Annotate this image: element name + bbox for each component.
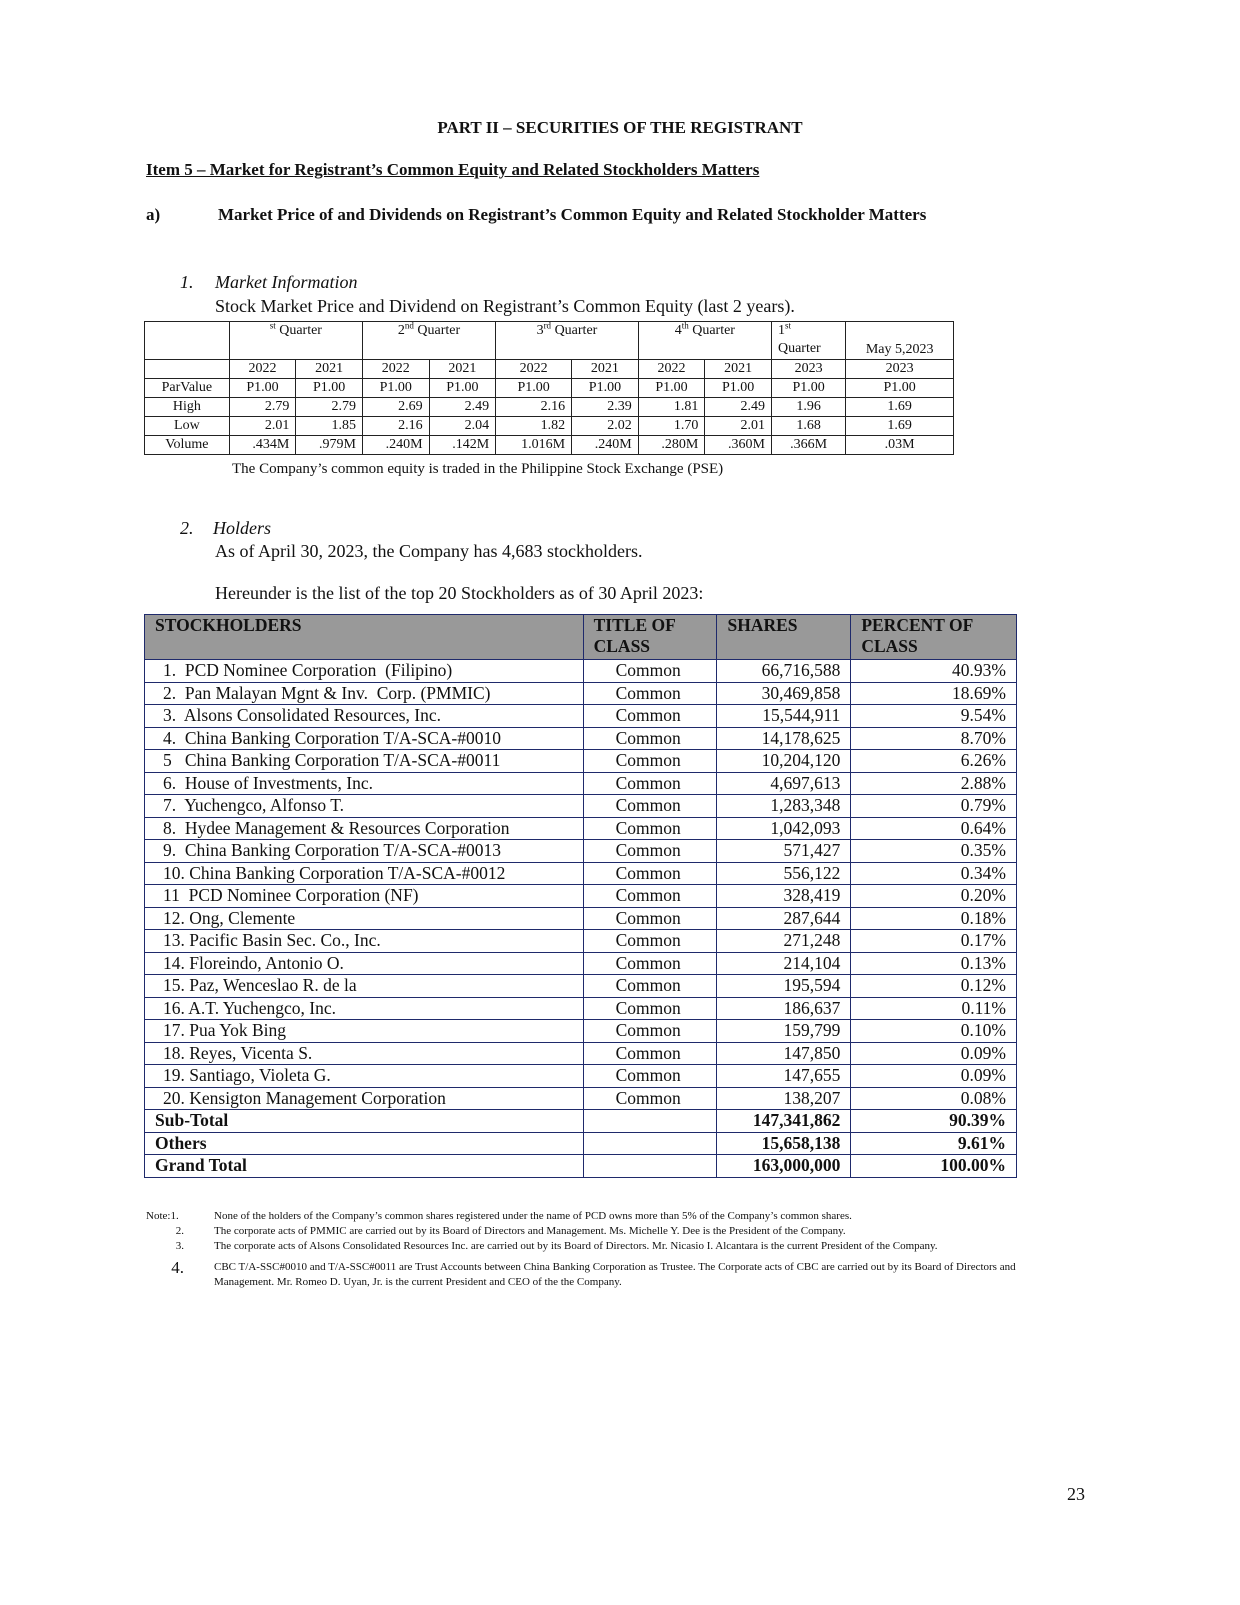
market-value-cell: 2.04 [429,417,496,436]
stockholder-name: 18. Reyes, Vicenta S. [145,1042,584,1065]
footnote-label: 3. [175,1240,184,1252]
market-value-cell: .366M [771,436,845,455]
stockholder-class: Common [583,727,717,750]
footnote-label: 4. [171,1258,184,1277]
stockholder-class: Common [583,975,717,998]
stockholder-name: 15. Paz, Wenceslao R. de la [145,975,584,998]
stockholder-name: 3. Alsons Consolidated Resources, Inc. [145,705,584,728]
stockholder-name: 10. China Banking Corporation T/A-SCA-#0012 [145,862,584,885]
stockholder-class: Common [583,795,717,818]
market-value-cell: 2.49 [705,398,772,417]
stockholder-percent: 18.69% [851,682,1017,705]
stockholder-shares: 159,799 [717,1020,851,1043]
holders-header-row [145,615,1017,660]
stockholder-class: Common [583,840,717,863]
market-value-cell: P1.00 [705,379,772,398]
stockholder-percent: 0.09% [851,1065,1017,1088]
market-value-cell: P1.00 [296,379,363,398]
stockholder-class: Common [583,1065,717,1088]
market-value-cell: 2.79 [296,398,363,417]
stockholder-name: 2. Pan Malayan Mgnt & Inv. Corp. (PMMIC) [145,682,584,705]
stockholder-name: 19. Santiago, Violeta G. [145,1065,584,1088]
market-value-cell: .979M [296,436,363,455]
market-year-cell: 2022 [229,360,296,379]
stockholder-class: Common [583,682,717,705]
market-year-cell: 2022 [638,360,705,379]
market-header-q1: $^{st}$ Quarter [229,322,362,360]
holders-section-number: 2. [180,518,194,538]
stockholder-percent: 0.12% [851,975,1017,998]
market-header-q2: 2nd Quarter [362,322,495,360]
total-shares: 15,658,138 [717,1132,851,1155]
market-header-empty [145,322,230,360]
stockholder-name: 9. China Banking Corporation T/A-SCA-#0013 [145,840,584,863]
market-year-cell: 2023 [846,360,954,379]
stockholder-percent: 0.18% [851,907,1017,930]
stockholder-percent: 0.79% [851,795,1017,818]
market-year-empty [145,360,230,379]
total-percent: 90.39% [851,1110,1017,1133]
subsection-label: a) [146,205,161,224]
stockholder-name: 17. Pua Yok Bing [145,1020,584,1043]
total-row [145,1132,1017,1155]
stockholder-class: Common [583,862,717,885]
stockholder-shares: 138,207 [717,1087,851,1110]
market-value-cell: .240M [362,436,429,455]
market-row-label: Low [145,417,230,436]
market-value-cell: P1.00 [429,379,496,398]
market-year-cell: 2023 [771,360,845,379]
stockholder-percent: 0.11% [851,997,1017,1020]
stockholder-name: 8. Hydee Management & Resources Corporation [145,817,584,840]
market-header-may: May 5,2023 [846,322,954,360]
market-value-cell: P1.00 [771,379,845,398]
footnote-label: Note:1. [146,1210,179,1222]
market-year-cell: 2021 [572,360,639,379]
stockholder-shares: 287,644 [717,907,851,930]
stockholder-name: 16. A.T. Yuchengco, Inc. [145,997,584,1020]
stockholder-row [145,997,1017,1020]
stockholder-shares: 186,637 [717,997,851,1020]
stockholder-percent: 0.35% [851,840,1017,863]
stockholder-class: Common [583,907,717,930]
total-label: Others [145,1132,584,1155]
stockholder-class: Common [583,750,717,773]
stockholder-percent: 8.70% [851,727,1017,750]
stockholder-percent: 40.93% [851,660,1017,683]
stockholder-name: 7. Yuchengco, Alfonso T. [145,795,584,818]
holders-section-title: Holders [213,518,271,538]
holders-list-intro: Hereunder is the list of the top 20 Stockholders as of 30 April 2023: [215,583,704,603]
stockholder-row [145,907,1017,930]
stockholder-shares: 4,697,613 [717,772,851,795]
market-header-q1-2023: 1st Quarter [771,322,845,360]
market-quarter-header-row [145,322,954,360]
stockholder-class: Common [583,660,717,683]
stockholder-shares: 14,178,625 [717,727,851,750]
header-shares: SHARES [717,615,851,660]
market-value-cell: 1.016M [496,436,572,455]
stockholder-shares: 556,122 [717,862,851,885]
market-row-label: High [145,398,230,417]
stockholder-name: 4. China Banking Corporation T/A-SCA-#0010 [145,727,584,750]
stockholder-class: Common [583,1087,717,1110]
market-value-cell: P1.00 [229,379,296,398]
footnote [146,1209,1026,1224]
stockholder-name: 5 China Banking Corporation T/A-SCA-#0011 [145,750,584,773]
market-row [145,379,954,398]
market-value-cell: .240M [572,436,639,455]
stockholder-shares: 328,419 [717,885,851,908]
total-label: Sub-Total [145,1110,584,1133]
stockholder-row [145,862,1017,885]
stockholder-shares: 195,594 [717,975,851,998]
total-shares: 163,000,000 [717,1155,851,1178]
total-empty-cell [583,1155,717,1178]
footnote-text: None of the holders of the Company’s common shares registered under the name of PCD owns more than 5% of the Company’s common shares. [214,1210,852,1222]
market-value-cell: 2.16 [496,398,572,417]
stockholder-class: Common [583,705,717,728]
stockholder-percent: 0.17% [851,930,1017,953]
stockholder-shares: 66,716,588 [717,660,851,683]
stockholder-percent: 0.64% [851,817,1017,840]
market-row [145,417,954,436]
market-value-cell: 2.79 [229,398,296,417]
total-row [145,1110,1017,1133]
market-value-cell: P1.00 [496,379,572,398]
stockholder-shares: 271,248 [717,930,851,953]
total-label: Grand Total [145,1155,584,1178]
market-value-cell: P1.00 [846,379,954,398]
stockholder-class: Common [583,997,717,1020]
stockholder-class: Common [583,885,717,908]
stockholder-row [145,840,1017,863]
header-stockholders: STOCKHOLDERS [145,615,584,660]
market-header-q3: 3rd Quarter [496,322,639,360]
subsection-title: Market Price of and Dividends on Registrant’s Common Equity and Related Stockholder Matters [218,205,927,224]
stockholder-name: 12. Ong, Clemente [145,907,584,930]
stockholder-row [145,952,1017,975]
market-year-cell: 2022 [362,360,429,379]
market-value-cell: .434M [229,436,296,455]
footnote [146,1239,1026,1254]
stockholder-class: Common [583,1020,717,1043]
market-value-cell: .142M [429,436,496,455]
market-value-cell: 2.39 [572,398,639,417]
stockholder-row [145,1087,1017,1110]
stockholder-class: Common [583,952,717,975]
stockholder-shares: 147,655 [717,1065,851,1088]
market-value-cell: .360M [705,436,772,455]
market-value-cell: 1.96 [771,398,845,417]
market-value-cell: 2.69 [362,398,429,417]
stockholder-percent: 0.34% [851,862,1017,885]
stockholder-row [145,975,1017,998]
stockholder-row [145,682,1017,705]
total-empty-cell [583,1132,717,1155]
stockholder-row [145,772,1017,795]
total-percent: 9.61% [851,1132,1017,1155]
stockholder-percent: 0.10% [851,1020,1017,1043]
market-row [145,398,954,417]
market-year-cell: 2022 [496,360,572,379]
market-value-cell: 1.85 [296,417,363,436]
stockholder-row [145,930,1017,953]
stockholder-name: 6. House of Investments, Inc. [145,772,584,795]
stockholder-row [145,885,1017,908]
stockholder-shares: 214,104 [717,952,851,975]
footnotes [146,1209,1026,1290]
stockholder-name: 1. PCD Nominee Corporation (Filipino) [145,660,584,683]
stockholder-shares: 147,850 [717,1042,851,1065]
market-value-cell: 1.70 [638,417,705,436]
footnote-label: 2. [175,1225,184,1237]
market-value-cell: P1.00 [362,379,429,398]
part-title: PART II – SECURITIES OF THE REGISTRANT [437,118,803,137]
market-exchange-note: The Company’s common equity is traded in the Philippine Stock Exchange (PSE) [232,461,724,477]
market-table-caption: Stock Market Price and Dividend on Registrant’s Common Equity (last 2 years). [215,296,795,316]
stockholder-name: 20. Kensigton Management Corporation [145,1087,584,1110]
stockholder-shares: 30,469,858 [717,682,851,705]
stockholder-percent: 6.26% [851,750,1017,773]
stockholder-row [145,1042,1017,1065]
market-value-cell: 2.49 [429,398,496,417]
stockholder-row [145,1065,1017,1088]
market-year-cell: 2021 [429,360,496,379]
total-percent: 100.00% [851,1155,1017,1178]
stockholder-percent: 2.88% [851,772,1017,795]
market-value-cell: 1.81 [638,398,705,417]
market-value-cell: 2.01 [229,417,296,436]
market-value-cell: 2.16 [362,417,429,436]
item-title: Item 5 – Market for Registrant’s Common Equity and Related Stockholders Matters [146,160,760,179]
header-title-of-class: TITLE OF CLASS [583,615,717,660]
top-stockholders-table [144,614,1017,1178]
market-value-cell: P1.00 [638,379,705,398]
stockholder-class: Common [583,930,717,953]
stockholder-shares: 1,283,348 [717,795,851,818]
stockholder-row [145,727,1017,750]
stockholder-percent: 0.09% [851,1042,1017,1065]
stockholder-class: Common [583,1042,717,1065]
market-value-cell: 1.69 [846,398,954,417]
footnote-text: The corporate acts of PMMIC are carried out by its Board of Directors and Management. Ms. Michelle Y. Dee is the President of the Company. [214,1225,846,1237]
market-section-title: Market Information [215,272,358,292]
market-year-cell: 2021 [705,360,772,379]
stockholder-row [145,750,1017,773]
footnote [146,1224,1026,1239]
stockholder-percent: 0.13% [851,952,1017,975]
stockholder-shares: 571,427 [717,840,851,863]
market-value-cell: 1.82 [496,417,572,436]
stockholder-shares: 15,544,911 [717,705,851,728]
footnote-text: The corporate acts of Alsons Consolidated Resources Inc. are carried out by its Board of Directors. Mr. Nicasio I. Alcantara is the current President of the Company. [214,1240,938,1252]
stockholder-shares: 10,204,120 [717,750,851,773]
footnote [146,1260,1026,1290]
stockholder-percent: 9.54% [851,705,1017,728]
holders-count-text: As of April 30, 2023, the Company has 4,683 stockholders. [215,541,643,561]
market-value-cell: P1.00 [572,379,639,398]
market-row-label: ParValue [145,379,230,398]
stockholder-row [145,660,1017,683]
footnote-text: CBC T/A-SSC#0010 and T/A-SSC#0011 are Trust Accounts between China Banking Corporation as Trustee. The Corporate acts of CBC are carried out by its Board of Directors and Management. Mr. Romeo D. Uyan, Jr. is the current President and CEO of the the Company. [214,1261,1016,1288]
market-value-cell: 1.68 [771,417,845,436]
header-percent: PERCENT OF CLASS [851,615,1017,660]
stockholder-row [145,705,1017,728]
stockholder-name: 13. Pacific Basin Sec. Co., Inc. [145,930,584,953]
total-row [145,1155,1017,1178]
stockholder-shares: 1,042,093 [717,817,851,840]
stockholder-class: Common [583,817,717,840]
stockholder-class: Common [583,772,717,795]
stockholder-row [145,1020,1017,1043]
stockholder-name: 11 PCD Nominee Corporation (NF) [145,885,584,908]
stockholder-percent: 0.20% [851,885,1017,908]
market-header-q4: 4th Quarter [638,322,771,360]
market-value-cell: 2.02 [572,417,639,436]
market-price-table [144,321,954,455]
market-value-cell: .280M [638,436,705,455]
stockholder-name: 14. Floreindo, Antonio O. [145,952,584,975]
market-year-cell: 2021 [296,360,363,379]
total-shares: 147,341,862 [717,1110,851,1133]
market-row [145,436,954,455]
market-value-cell: 1.69 [846,417,954,436]
page-number: 23 [1067,1484,1085,1504]
market-year-row [145,360,954,379]
stockholder-row [145,817,1017,840]
stockholder-percent: 0.08% [851,1087,1017,1110]
total-empty-cell [583,1110,717,1133]
market-value-cell: .03M [846,436,954,455]
stockholder-row [145,795,1017,818]
market-row-label: Volume [145,436,230,455]
market-section-number: 1. [180,272,194,292]
market-value-cell: 2.01 [705,417,772,436]
